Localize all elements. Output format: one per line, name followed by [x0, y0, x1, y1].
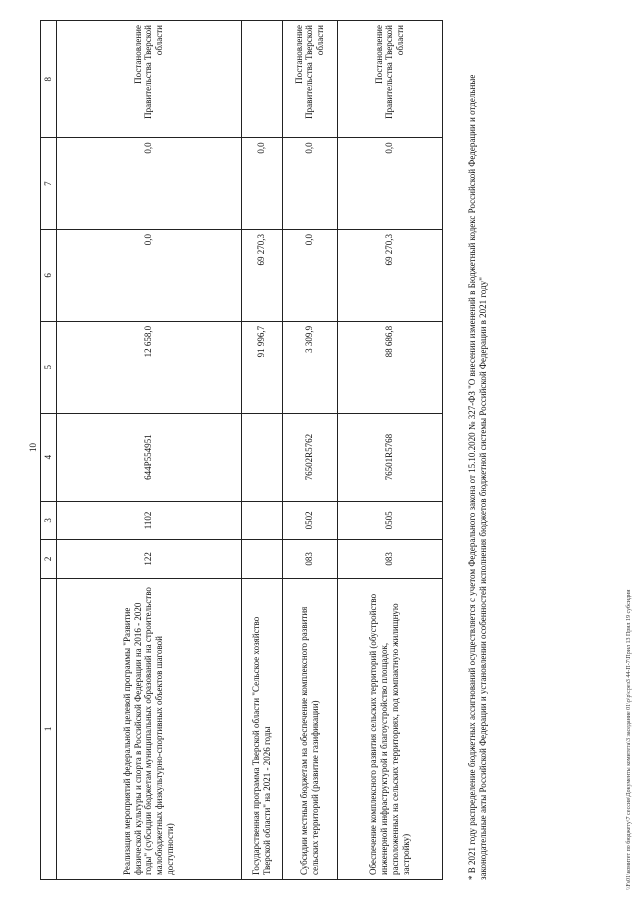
row-cell-5: 3 309,9 — [282, 321, 337, 413]
row-cell-6: 0,0 — [282, 229, 337, 321]
row-cell-5: 88 686,8 — [337, 321, 442, 413]
row-name: Субсидии местным бюджетам на обеспечение комплексного развития сельских территорий (развитие газификации) — [282, 578, 337, 879]
header-col-1: 1 — [41, 578, 57, 879]
row-cell-8: Постановление Правительства Тверской области — [56, 21, 241, 138]
row-cell-6: 0,0 — [56, 229, 241, 321]
footnote: * В 2021 году распределение бюджетных ассигнований осуществляется с учетом Федерального закона от 15.10.2020 № 327-ФЗ "О внесении изменений в Бюджетный кодекс Российской Федерации и отдельные законодательные акты Российской Федерации и установлении особенностей исполнения бюджетов бюджетной системы Российской Федерации в 2021 году" — [466, 74, 489, 880]
row-name: Государственная программа Тверской области "Сельское хозяйство Тверской области" на 2021 - 2026 годы — [241, 578, 282, 879]
row-cell-4: 644P554951 — [56, 413, 241, 501]
row-cell-4 — [241, 413, 282, 501]
row-cell-7: 0,0 — [337, 138, 442, 230]
table-row — [56, 21, 241, 880]
page-number: 10 — [28, 443, 38, 452]
row-cell-6: 69 270,3 — [241, 229, 282, 321]
table-row — [337, 21, 442, 880]
header-col-6: 6 — [41, 229, 57, 321]
row-cell-2: 122 — [56, 540, 241, 578]
file-path-footer: \\Fs01\комитет по бюджету\7 сессия\Документы комитета\3 заседание 01\р\р\срез3 44-П-7\Прил 13 Прил 19 субсидии — [626, 589, 632, 890]
header-col-4: 4 — [41, 413, 57, 501]
row-cell-3: 0505 — [337, 501, 442, 540]
row-cell-7: 0,0 — [241, 138, 282, 230]
row-name: Обеспечение комплексного развития сельских территорий (обустройство инженерной инфраструктурой и благоустройство площадок, расположенных на сельских территориях, под компактную жилищную застройку) — [337, 578, 442, 879]
row-cell-3: 0502 — [282, 501, 337, 540]
row-name: Реализация мероприятий федеральной целевой программы "Развитие физической культуры и спорта в Российской Федерации на 2016 - 2020 годы" (субсидии бюджетам муниципальных образований на строительство малобюджетных физкультурно-спортивных объектов шаговой доступности) — [56, 578, 241, 879]
row-cell-5: 91 996,7 — [241, 321, 282, 413]
row-cell-4: 76502R5762 — [282, 413, 337, 501]
header-col-5: 5 — [41, 321, 57, 413]
table-row — [241, 21, 282, 880]
row-cell-3: 1102 — [56, 501, 241, 540]
row-cell-7: 0,0 — [56, 138, 241, 230]
rotated-content — [40, 20, 489, 880]
row-cell-2 — [241, 540, 282, 578]
budget-table — [40, 20, 443, 880]
table-row — [282, 21, 337, 880]
row-cell-5: 12 658,0 — [56, 321, 241, 413]
row-cell-8: Постановление Правительства Тверской области — [282, 21, 337, 138]
header-col-7: 7 — [41, 138, 57, 230]
header-col-3: 3 — [41, 501, 57, 540]
row-cell-6: 69 270,3 — [337, 229, 442, 321]
row-cell-7: 0,0 — [282, 138, 337, 230]
table-header-row — [41, 21, 57, 880]
header-col-2: 2 — [41, 540, 57, 578]
row-cell-8: Постановление Правительства Тверской области — [337, 21, 442, 138]
row-cell-4: 76501R5768 — [337, 413, 442, 501]
row-cell-2: 083 — [282, 540, 337, 578]
row-cell-3 — [241, 501, 282, 540]
row-cell-2: 083 — [337, 540, 442, 578]
header-col-8: 8 — [41, 21, 57, 138]
row-cell-8 — [241, 21, 282, 138]
